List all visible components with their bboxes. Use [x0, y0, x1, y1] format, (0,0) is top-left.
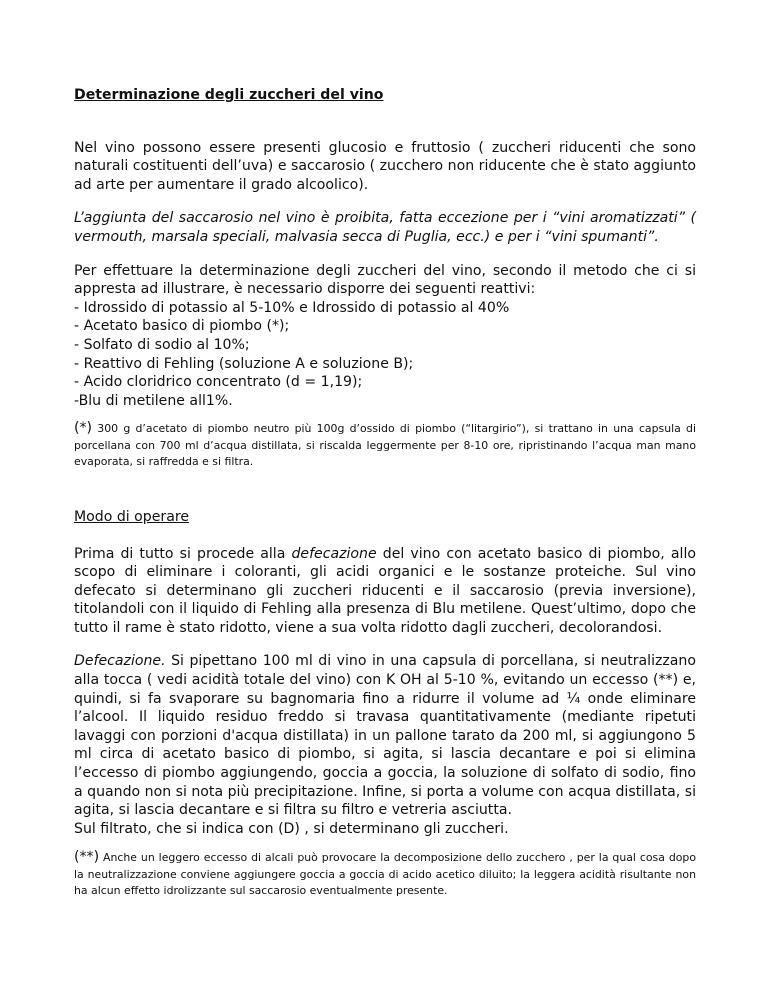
- document-title: Determinazione degli zuccheri del vino: [74, 87, 384, 103]
- reagent-item: - Acetato basico di piombo (*);: [74, 318, 290, 335]
- document-page: [74, 86, 696, 899]
- reagent-item: -Blu di metilene all1%.: [74, 392, 233, 409]
- section-title: Modo di operare: [74, 508, 190, 525]
- prohibition-paragraph: L’aggiunta del saccarosio nel vino è proibita, fatta eccezione per i “vini aromatizzati” ( vermouth, marsala speciali, malvasia secca di Puglia, ecc.) e per i “vini spumanti”.: [74, 210, 696, 245]
- procedure-text-pre: Prima di tutto si procede alla: [74, 545, 292, 562]
- footnote-marker: (**): [74, 849, 100, 866]
- reagents-list: [74, 299, 696, 411]
- reagent-item: - Idrossido di potassio al 5-10% e Idrossido di potassio al 40%: [74, 299, 510, 316]
- intro-paragraph: Nel vino possono essere presenti glucosio e fruttosio ( zuccheri riducenti che sono naturali costituenti dell’uva) e saccarosio ( zucchero non riducente che è stato aggiunto ad arte per aumentare il grado alcoolico).: [74, 139, 696, 193]
- reagents-intro: Per effettuare la determinazione degli zuccheri del vino, secondo il metodo che ci si appresta ad illustrare, è necessario disporre dei seguenti reattivi:: [74, 262, 696, 298]
- reagent-item: - Solfato di sodio al 10%;: [74, 336, 250, 353]
- defecation-label: Defecazione.: [74, 653, 166, 670]
- reagent-item: - Acido cloridrico concentrato (d = 1,19);: [74, 374, 363, 391]
- procedure-paragraph: [74, 545, 696, 638]
- reagent-item: - Reattivo di Fehling (soluzione A e soluzione B);: [74, 355, 414, 372]
- footnote-lead-acetate: [74, 420, 696, 470]
- footnote-alkali: [74, 849, 696, 899]
- footnote-text: Anche un leggero eccesso di alcali può provocare la decomposizione dello zucchero , per la qual cosa dopo la neutralizzazione conviene aggiungere goccia a goccia di acido acetico diluito; la leggera acidità risultante non ha alcun effetto idrolizzante sul saccarosio eventualmente presente.: [74, 851, 696, 897]
- footnote-text: 300 g d’acetato di piombo neutro più 100g d’ossido di piombo (“litargirio”), si trattano in una capsula di porcellana con 700 ml d’acqua distillata, si riscalda leggermente per 8-10 ore, ripristinando l’acqua man mano evaporata, si raffredda e si filtra.: [74, 422, 696, 468]
- defecation-text: Si pipettano 100 ml di vino in una capsula di porcellana, si neutralizzano alla tocca ( vedi acidità totale del vino) con K OH al 5-10 %, evitando un eccesso (**) e, quindi, si fa svaporare su bagnomaria fino a ridurre il volume ad ¼ onde eliminare l’alcool. Il liquido residuo freddo si travasa quantitativamente (mediante ripetuti lavaggi con porzioni d'acqua distillata) in un pallone tarato da 200 ml, si aggiungono 5 ml circa di acetato basico di piombo, si agita, si lascia decantare e poi si elimina l’eccesso di piombo aggiungendo, goccia a goccia, la soluzione di solfato di sodio, fino a quando non si nota più precipitazione. Infine, si porta a volume con acqua distillata, si agita, si lascia decantare e si filtra su filtro e vetreria asciutta.: [74, 653, 696, 819]
- filtrate-line: Sul filtrato, che si indica con (D) , si determinano gli zuccheri.: [74, 820, 509, 837]
- footnote-marker: (*): [74, 420, 93, 437]
- defecation-paragraph: [74, 652, 696, 819]
- procedure-text-post: del vino con acetato basico di piombo, allo scopo di eliminare i coloranti, gli acidi organici e le sostanze proteiche. Sul vino defecato si determinano gli zuccheri riducenti e il saccarosio (previa inversione), titolandoli con il liquido di Fehling alla presenza di Blu metilene. Quest’ultimo, dopo che tutto il rame è stato ridotto, viene a sua volta ridotto dagli zuccheri, decolorandosi.: [74, 545, 696, 636]
- procedure-emphasis: defecazione: [291, 545, 377, 562]
